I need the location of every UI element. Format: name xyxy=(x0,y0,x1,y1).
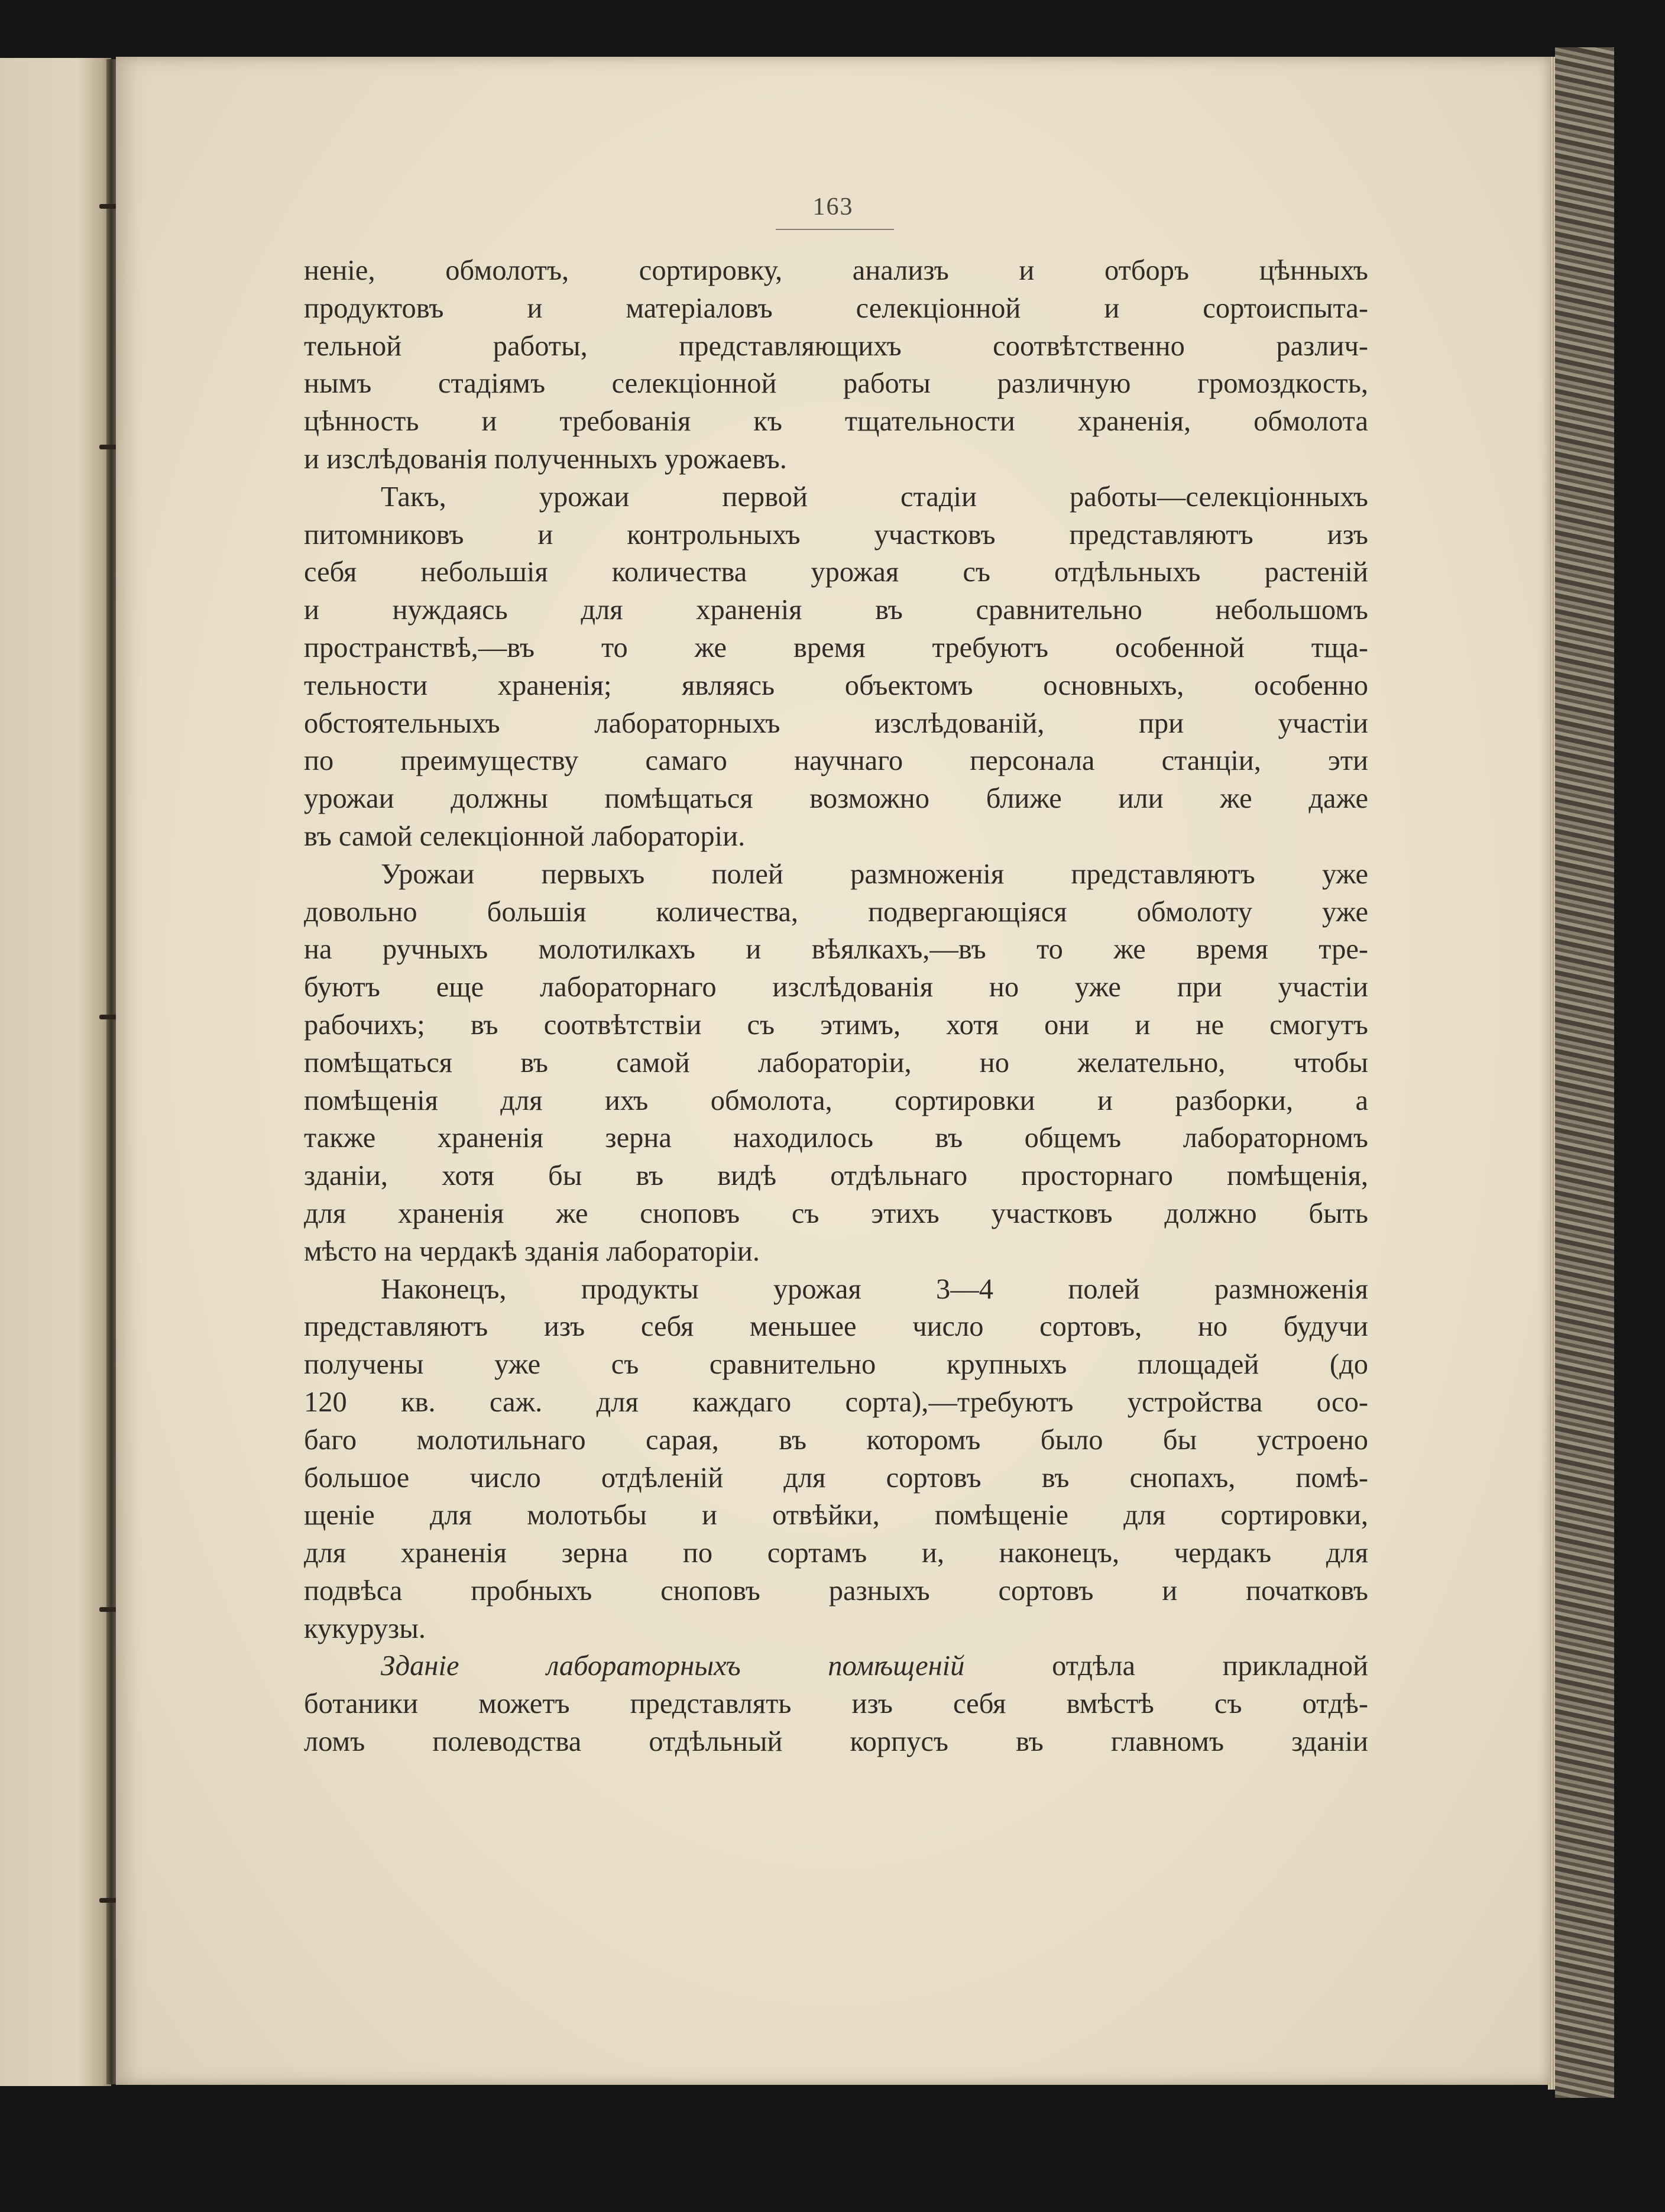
text-line: по преимуществу самаго научнаго персонала станцiи, эти xyxy=(304,745,1368,777)
facing-page-edge xyxy=(0,58,111,2086)
body-text xyxy=(304,252,1368,1761)
page-number-rule xyxy=(776,229,894,230)
text-line: на ручныхъ молотилкахъ и вѣялкахъ,—въ то же время тре- xyxy=(304,934,1368,966)
text-line: для храненiя зерна по сортамъ и, наконецъ, чердакъ для xyxy=(304,1537,1368,1569)
text-line: довольно большiя количества, подвергающiяся обмолоту уже xyxy=(304,896,1368,928)
marbled-cover-edge xyxy=(1555,47,1614,2098)
paragraph-start-line: Такъ, урожаи первой стадiи работы—селекцiонныхъ xyxy=(381,481,1368,513)
text-line: зданiи, хотя бы въ видѣ отдѣльнаго просторнаго помѣщенiя, xyxy=(304,1160,1368,1192)
text-line: рабочихъ; въ соотвѣтствiи съ этимъ, хотя они и не смогутъ xyxy=(304,1009,1368,1041)
text-line: цѣнность и требованiя къ тщательности храненiя, обмолота xyxy=(304,406,1368,438)
text-line: продуктовъ и матерiаловъ селекцiонной и сортоиспыта- xyxy=(304,292,1368,324)
text-line: тельности храненiя; являясь объектомъ основныхъ, особенно xyxy=(304,669,1368,701)
text-line: 120 кв. саж. для каждаго сорта),—требуютъ устройства осо- xyxy=(304,1386,1368,1418)
text-line: ботаники можетъ представлять изъ себя вмѣстѣ съ отдѣ- xyxy=(304,1688,1368,1720)
text-line: помѣщенiя для ихъ обмолота, сортировки и разборки, а xyxy=(304,1084,1368,1116)
text-line: обстоятельныхъ лабораторныхъ изслѣдованiй, при участiи xyxy=(304,707,1368,739)
paragraph-start-line: Наконецъ, продукты урожая 3—4 полей размноженiя xyxy=(381,1273,1368,1305)
text-line: ненiе, обмолотъ, сортировку, анализъ и отборъ цѣнныхъ xyxy=(304,255,1368,286)
text-line: себя небольшiя количества урожая съ отдѣльныхъ растенiй xyxy=(304,556,1368,588)
text-line: кукурузы. xyxy=(304,1612,426,1644)
text-line: ломъ полеводства отдѣльный корпусъ въ главномъ зданiи xyxy=(304,1726,1368,1758)
text-line: и нуждаясь для храненiя въ сравнительно небольшомъ xyxy=(304,594,1368,626)
text-line: тельной работы, представляющихъ соотвѣтственно различ- xyxy=(304,330,1368,362)
page-number: 163 xyxy=(812,193,854,221)
text-line: подвѣса пробныхъ сноповъ разныхъ сортовъ и початковъ xyxy=(304,1575,1368,1607)
text-line: представляютъ изъ себя меньшее число сортовъ, но будучи xyxy=(304,1311,1368,1343)
text-line: мѣсто на чердакѣ зданiя лабораторiи. xyxy=(304,1235,760,1267)
italic-heading-run: Зданiе лабораторныхъ помѣщенiй xyxy=(381,1650,965,1682)
text-line: питомниковъ и контрольныхъ участковъ представляютъ изъ xyxy=(304,519,1368,550)
text-line: буютъ еще лабораторнаго изслѣдованiя но уже при участiи xyxy=(304,971,1368,1003)
text-line: получены уже съ сравнительно крупныхъ площадей (до xyxy=(304,1349,1368,1381)
text-line: щенiе для молотьбы и отвѣйки, помѣщенiе для сортировки, xyxy=(304,1500,1368,1531)
text-line: пространствѣ,—въ то же время требуютъ особенной тща- xyxy=(304,631,1368,663)
text-line: нымъ стадiямъ селекцiонной работы различную громоздкость, xyxy=(304,368,1368,400)
text-line: помѣщаться въ самой лабораторiи, но желательно, чтобы xyxy=(304,1047,1368,1079)
text-line: въ самой селекцiонной лабораторiи. xyxy=(304,820,746,852)
paragraph-start-line: Урожаи первыхъ полей размноженiя представляютъ уже xyxy=(381,858,1368,890)
text-line: баго молотильнаго сарая, въ которомъ было бы устроено xyxy=(304,1424,1368,1456)
text-line: для храненiя же сноповъ съ этихъ участковъ должно быть xyxy=(304,1197,1368,1229)
text-line: также храненiя зерна находилось въ общемъ лабораторномъ xyxy=(304,1122,1368,1154)
paragraph-start-line xyxy=(304,1647,1368,1685)
text-line: и изслѣдованiя полученныхъ урожаевъ. xyxy=(304,443,787,475)
book-gutter xyxy=(106,59,116,2084)
text-line: большое число отдѣленiй для сортовъ въ снопахъ, помѣ- xyxy=(304,1462,1368,1494)
book-page xyxy=(116,57,1550,2085)
text-line: урожаи должны помѣщаться возможно ближе или же даже xyxy=(304,783,1368,815)
text-run: отдѣла прикладной xyxy=(964,1650,1368,1682)
